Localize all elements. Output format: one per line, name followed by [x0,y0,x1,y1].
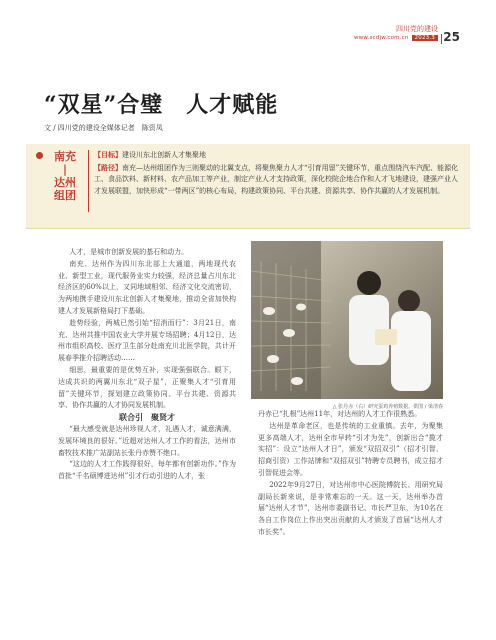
bullet-dot-icon [36,152,43,159]
paragraph: 南充、达州作为四川东北部上大通道，两地现代农业、新型工业，现代服务业实力较强，经济总量占川东北经济区的60%以上，又同地域相邻、经济文化交流密切，为两地携手建设川东北创新人才集聚地，推动全省加快构建人才发展新格局打下基础。 [58,259,236,315]
issue-badge: 2023.3 [412,35,438,41]
summary-box [26,144,470,229]
summary-divider [88,150,89,212]
website-url: www.scdjw.com.cn [353,35,409,41]
paragraph: 达州是革命老区，也是传统的工业重镇。去年，为聚集更多高端人才，达州全市早转“引才为先”，创新出合“揽才实招”：设立“达州人才日”，颁发“双招双引”（招才引智、招商引资）工作站牌和“双招双引”特聘专员聘书，成立招才引智促进会等。 [258,421,443,477]
paragraph: 丹赤已“扎根”达州11年，对达州的人才工作很熟悉。 [258,410,422,418]
page-number: 25 [443,30,460,44]
paragraph: 细思，最重要的是优势互补，实现强强联合。眼下，达成共识的两翼川东北“双子星”，正聚集人才“引育用留”关键环节，探划建立政策协同、平台共建、资源共享、协作共赢的人才协同发展机制。 [58,365,236,410]
paragraph: 趁势经验，两城已然引始“招消而行”：3月21日，南充、达州共推中国农业大学并展专场招聘；4月12日，达州市组织高校、医疗卫生部分赴南充川北医学院，共计开展春季推介招聘活动…… [58,318,236,363]
path-line [94,162,464,198]
poultry-farm-photo [251,241,443,399]
left-column [58,247,236,483]
page-header [0,0,496,52]
paragraph: “这边的人才工作践得很好，每年都有创新功作。”作为首批“千名硕博进达州”引才行动引进的人才，张 [58,460,236,481]
header-divider [441,34,442,44]
region-label [48,150,82,202]
article-photo [251,241,443,399]
goal-tag: 【目标】 [94,150,122,159]
path-text: 南充—达州组团作为三则聚动的北翼支点，将聚焦聚力人才“引育用留”关键环节，重点围绕汽车汽配、能源化工、食品饮料、新材料、农产品加工等产业，制定产业人才支持政策，深化校院企地合作和人才飞地建设，建强产业人才发展联盟，加快形成“一带两区”的核心布局，构建政策协同、平台共建、资源共享、协作共赢的人才发展机制。 [94,163,459,195]
path-tag: 【路径】 [94,162,122,172]
region-group: 组团 [54,189,76,202]
article-title: “双星”合璧 人才赋能 [44,92,279,118]
photo-caption: △ 张丹赤（右）研究蛋鸡养殖数据。供图 / 梁清春 [332,404,443,410]
article-byline: 文 / 四川党的建设全媒体记者 陈资凤 [44,124,163,132]
magazine-name: 四川党的建设 [396,25,438,33]
paragraph: 2022年9月27日，对达州市中心医院傅院长、用研究局副局长新来说，是非常难忘的一天。这一天，达州举办首届“达州人才节”，达州市委副书记、市长严卫东，为10名在各自工作岗位上作出突出贡献的人才颁发了首届“达州人才市长奖”。 [258,480,443,536]
region-nanchong: 南充 [54,150,76,163]
paragraph: “最大感受就是达州珍视人才，礼遇人才，诚意满满，发展环境良的很好。”近超对达州人才工作的看法，达州市畜牧技术推广站副站长张丹赤赞不绝口。 [58,424,236,457]
section-subhead: 联合引 聚贤才 [119,412,175,423]
right-column [258,409,443,539]
region-dazhou: 达州 [54,176,76,189]
region-dash: | [62,163,67,176]
summary-text [94,149,464,197]
goal-text: 建设川东北创新人才集聚地 [122,151,206,159]
goal-line [94,149,464,162]
paragraph: 人才，是城市创新发展的基石和动力。 [69,248,189,256]
magazine-website [354,35,438,41]
